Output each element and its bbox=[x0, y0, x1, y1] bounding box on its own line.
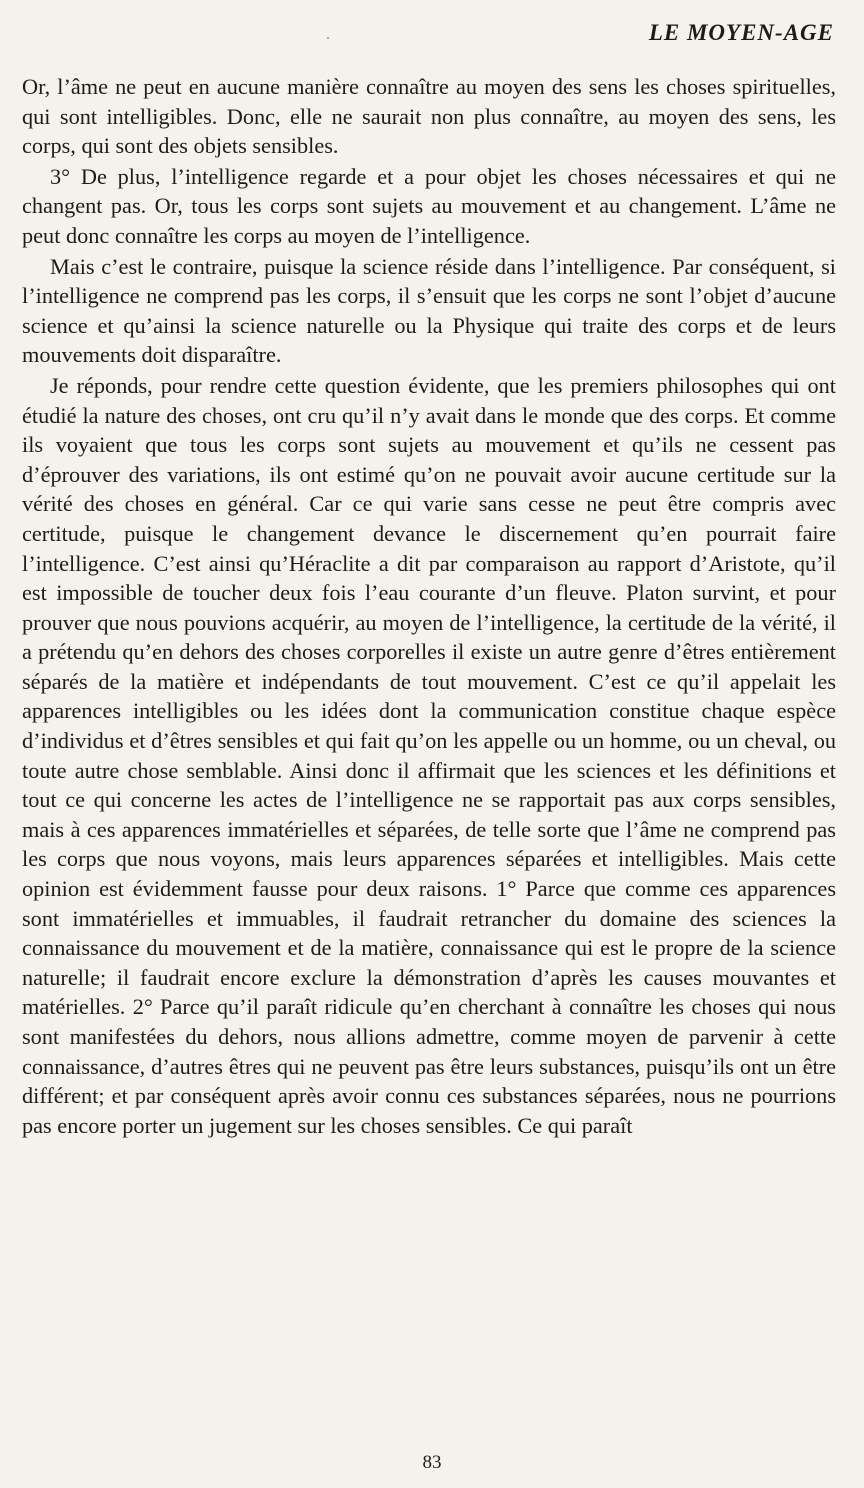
paragraph: Or, l’âme ne peut en aucune manière connaître au moyen des sens les choses spirituelles, qui sont intelligibles. Donc, elle ne saurait non plus connaître, au moyen des sens, les corps, qui sont des objets sensibles. bbox=[22, 74, 836, 159]
page-number: 83 bbox=[422, 1452, 442, 1473]
body-text bbox=[22, 72, 836, 1141]
ink-speck bbox=[327, 37, 329, 39]
paragraph: 3° De plus, l’intelligence regarde et a pour objet les choses nécessaires et qui ne changent pas. Or, tous les corps sont sujets au mouvement et au changement. L’âme ne peut donc connaître les corps au moyen de l’intelligence. bbox=[22, 163, 836, 248]
paragraph: Je réponds, pour rendre cette question évidente, que les premiers philosophes qui ont étudié la nature des choses, ont cru qu’il n’y avait dans le monde que des corps. Et comme ils voyaient que tous les corps sont sujets au mouvement et qu’ils ne cessent pas d’éprouver des variations, ils ont estimé qu’on ne pouvait avoir aucune certitude sur la vérité des choses en général. Car ce qui varie sans cesse ne peut être compris avec certitude, puisque le changement devance le discernement qu’en pourrait faire l’intelligence. C’est ainsi qu’Héraclite a dit par comparaison au rapport d’Aristote, qu’il est impossible de toucher deux fois l’eau courante d’un fleuve. Platon survint, et pour prouver que nous pouvions acquérir, au moyen de l’intelligence, la certitude de la vérité, il a prétendu qu’en dehors des choses corporelles il existe un autre genre d’êtres entièrement séparés de la matière et indépendants de tout mouvement. C’est ce qu’il appelait les apparences intelligibles ou les idées dont la communication constitue chaque espèce d’individus et d’êtres sensibles et qui fait qu’on les appelle ou un homme, ou un cheval, ou toute autre chose semblable. Ainsi donc il affirmait que les sciences et les définitions et tout ce qui concerne les actes de l’intelligence ne se rapportait pas aux corps sensibles, mais à ces apparences immatérielles et séparées, de telle sorte que l’âme ne comprend pas les corps que nous voyons, mais leurs apparences séparées et intelligibles. Mais cette opinion est évidemment fausse pour deux raisons. 1° Parce que comme ces apparences sont immatérielles et immuables, il faudrait retrancher du domaine des sciences la connaissance du mouvement et de la matière, connaissance qui est le propre de la science naturelle; il faudrait encore exclure la démonstration d’après les causes mouvantes et matérielles. 2° Parce qu’il paraît ridicule qu’en cherchant à connaître les choses qui nous sont manifestées du dehors, nous allions admettre, comme moyen de parvenir à cette connaissance, d’autres êtres qui ne peuvent pas être leurs substances, puisqu’ils ont un être différent; et par conséquent après avoir connu ces substances séparées, nous ne pourrions pas encore porter un jugement sur les choses sensibles. Ce qui paraît bbox=[22, 372, 836, 1138]
running-title: LE MOYEN-AGE bbox=[648, 20, 834, 45]
paragraph: Mais c’est le contraire, puisque la science réside dans l’intelligence. Par conséquent, si l’intelligence ne comprend pas les corps, il s’ensuit que les corps ne sont l’objet d’aucune science et qu’ainsi la science naturelle ou la Physique qui traite des corps et de leurs mouvements doit disparaître. bbox=[22, 253, 836, 368]
